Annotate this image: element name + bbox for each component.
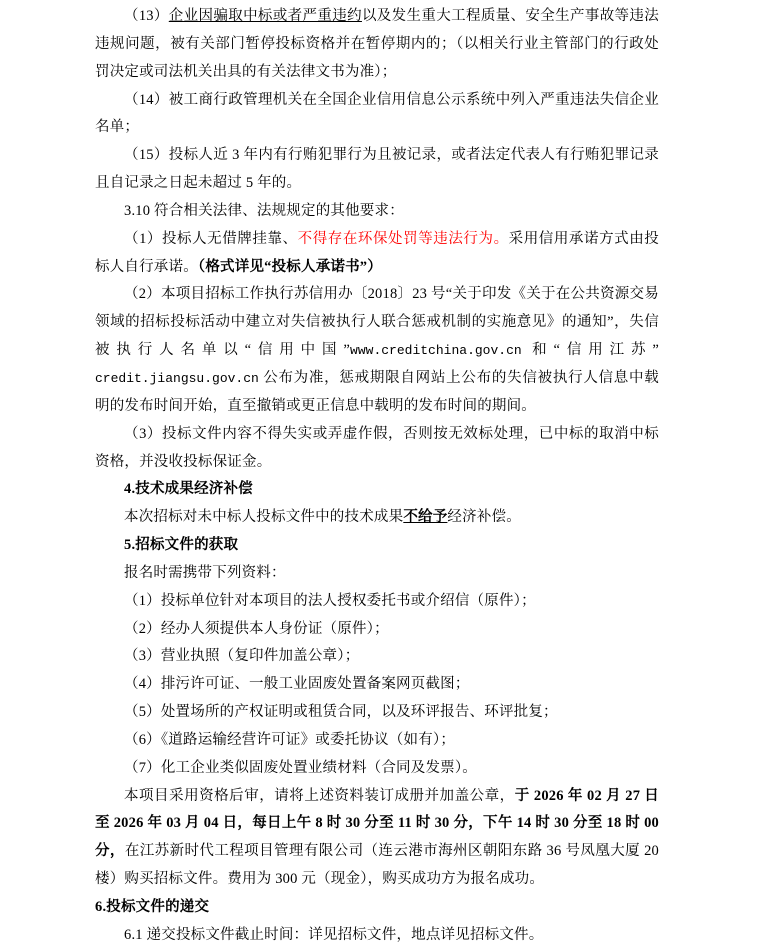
- material-2: [95, 616, 659, 644]
- clause-6-1: [95, 922, 659, 950]
- text-run: （6）《道路运输经营许可证》或委托协议（如有）；: [124, 731, 456, 748]
- clause-14: [95, 87, 659, 143]
- clause-15: [95, 142, 659, 198]
- text-run: 经济补偿。: [447, 509, 521, 526]
- clause-13: [95, 3, 659, 87]
- text-run: （7）化工企业类似固废处置业绩材料（合同及发票）。: [124, 759, 477, 776]
- section-4-body: [95, 504, 659, 532]
- document-body: [95, 3, 659, 950]
- text-run: 不给予: [403, 509, 448, 526]
- text-run: 本项目采用资格后审，请将上述资料装订成册并加盖公章，: [124, 787, 515, 804]
- section-6-heading: [95, 894, 659, 922]
- text-run: （1）投标人无借牌挂靠、: [124, 230, 298, 247]
- material-5: [95, 699, 659, 727]
- material-3: [95, 643, 659, 671]
- text-run: （3）营业执照（复印件加盖公章）；: [124, 648, 360, 665]
- clause-3-10-1: [95, 226, 659, 282]
- text-run: 6.1 递交投标文件截止时间：详见招标文件，地点详见招标文件。: [124, 926, 544, 943]
- text-run: （3）投标文件内容不得失实或弄虚作假，否则按无效标处理，已中标的取消中标资格，并没收投标保证金。: [95, 425, 659, 470]
- text-run: 采用信用承诺方式由投标人自行承诺。: [95, 230, 659, 275]
- text-run: （2）本项目招标工作执行苏信用办〔2018〕23 号“关于印发《关于在公共资源交易领域的招标投标活动中建立对失信被执行人联合惩戒机制的实施意见》的通知”，失信被执行人名单以“信用中国”: [95, 286, 659, 359]
- section-3-10-heading: [95, 198, 659, 226]
- text-run: （14）被工商行政管理机关在全国企业信用信息公示系统中列入严重违法失信企业名单；: [95, 91, 659, 136]
- material-6: [95, 727, 659, 755]
- text-run: credit.jiangsu.gov.cn: [95, 370, 259, 386]
- clause-3-10-2: [95, 281, 659, 420]
- text-run: 和“信用江苏”: [521, 342, 659, 359]
- section-5-intro: [95, 560, 659, 588]
- text-run: 在江苏新时代工程项目管理有限公司（连云港市海州区朝阳东路 36 号凤凰大厦 20 楼）购买招标文件。费用为 300 元（现金），购买成功方为报名成功。: [95, 843, 660, 888]
- section-5-heading: [95, 532, 659, 560]
- text-run: www.creditchina.gov.cn: [350, 343, 522, 359]
- material-1: [95, 588, 659, 616]
- text-run: 6.投标文件的递交: [95, 899, 210, 915]
- text-run: （2）经办人须提供本人身份证（原件）；: [124, 620, 389, 637]
- material-4: [95, 671, 659, 699]
- text-run: （1）投标单位针对本项目的法人授权委托书或介绍信（原件）；: [124, 592, 536, 609]
- text-run: 以及发生重大工程质量、安全生产事故等违法违规问题，被有关部门暂停投标资格并在暂停期内的；（以相关行业主管部门的行政处罚决定或司法机关出具的有关法律文书为准）；: [95, 8, 659, 80]
- text-run: 不得存在环保处罚等违法行为。: [297, 230, 509, 247]
- clause-3-10-3: [95, 421, 659, 477]
- text-run: 于 2026 年 02 月 27 日至 2026 年 03 月 04 日，每日上午 8 时 30 分至 11 时 30 分，下午 14 时 30 分至 18 时 00 分，: [95, 787, 659, 860]
- text-run: 报名时需携带下列资料：: [124, 564, 286, 581]
- text-run: 3.10 符合相关法律、法规规定的其他要求：: [124, 202, 404, 219]
- text-run: （13）: [124, 8, 169, 24]
- text-run: 5.招标文件的获取: [124, 537, 239, 554]
- section-4-heading: [95, 476, 659, 504]
- text-run: （格式详见“投标人承诺书”）: [197, 258, 382, 275]
- text-run: 本次招标对未中标人投标文件中的技术成果: [124, 509, 404, 526]
- text-run: 4.技术成果经济补偿: [124, 481, 253, 498]
- material-7: [95, 755, 659, 783]
- text-run: （4）排污许可证、一般工业固废处置备案网页截图；: [124, 676, 470, 693]
- text-run: （5）处置场所的产权证明或租赁合同，以及环评报告、环评批复；: [124, 704, 558, 721]
- text-run: （15）投标人近 3 年内有行贿犯罪行为且被记录，或者法定代表人有行贿犯罪记录且自记录之日起未超过 5 年的。: [95, 147, 659, 192]
- purchase-info: [95, 783, 659, 894]
- text-run: 企业因骗取中标或者严重违约: [168, 8, 362, 24]
- text-run: 公布为准，惩戒期限自网站上公布的失信被执行人信息中载明的发布时间开始，直至撤销或更正信息中载明的发布时间的期间。: [95, 369, 659, 414]
